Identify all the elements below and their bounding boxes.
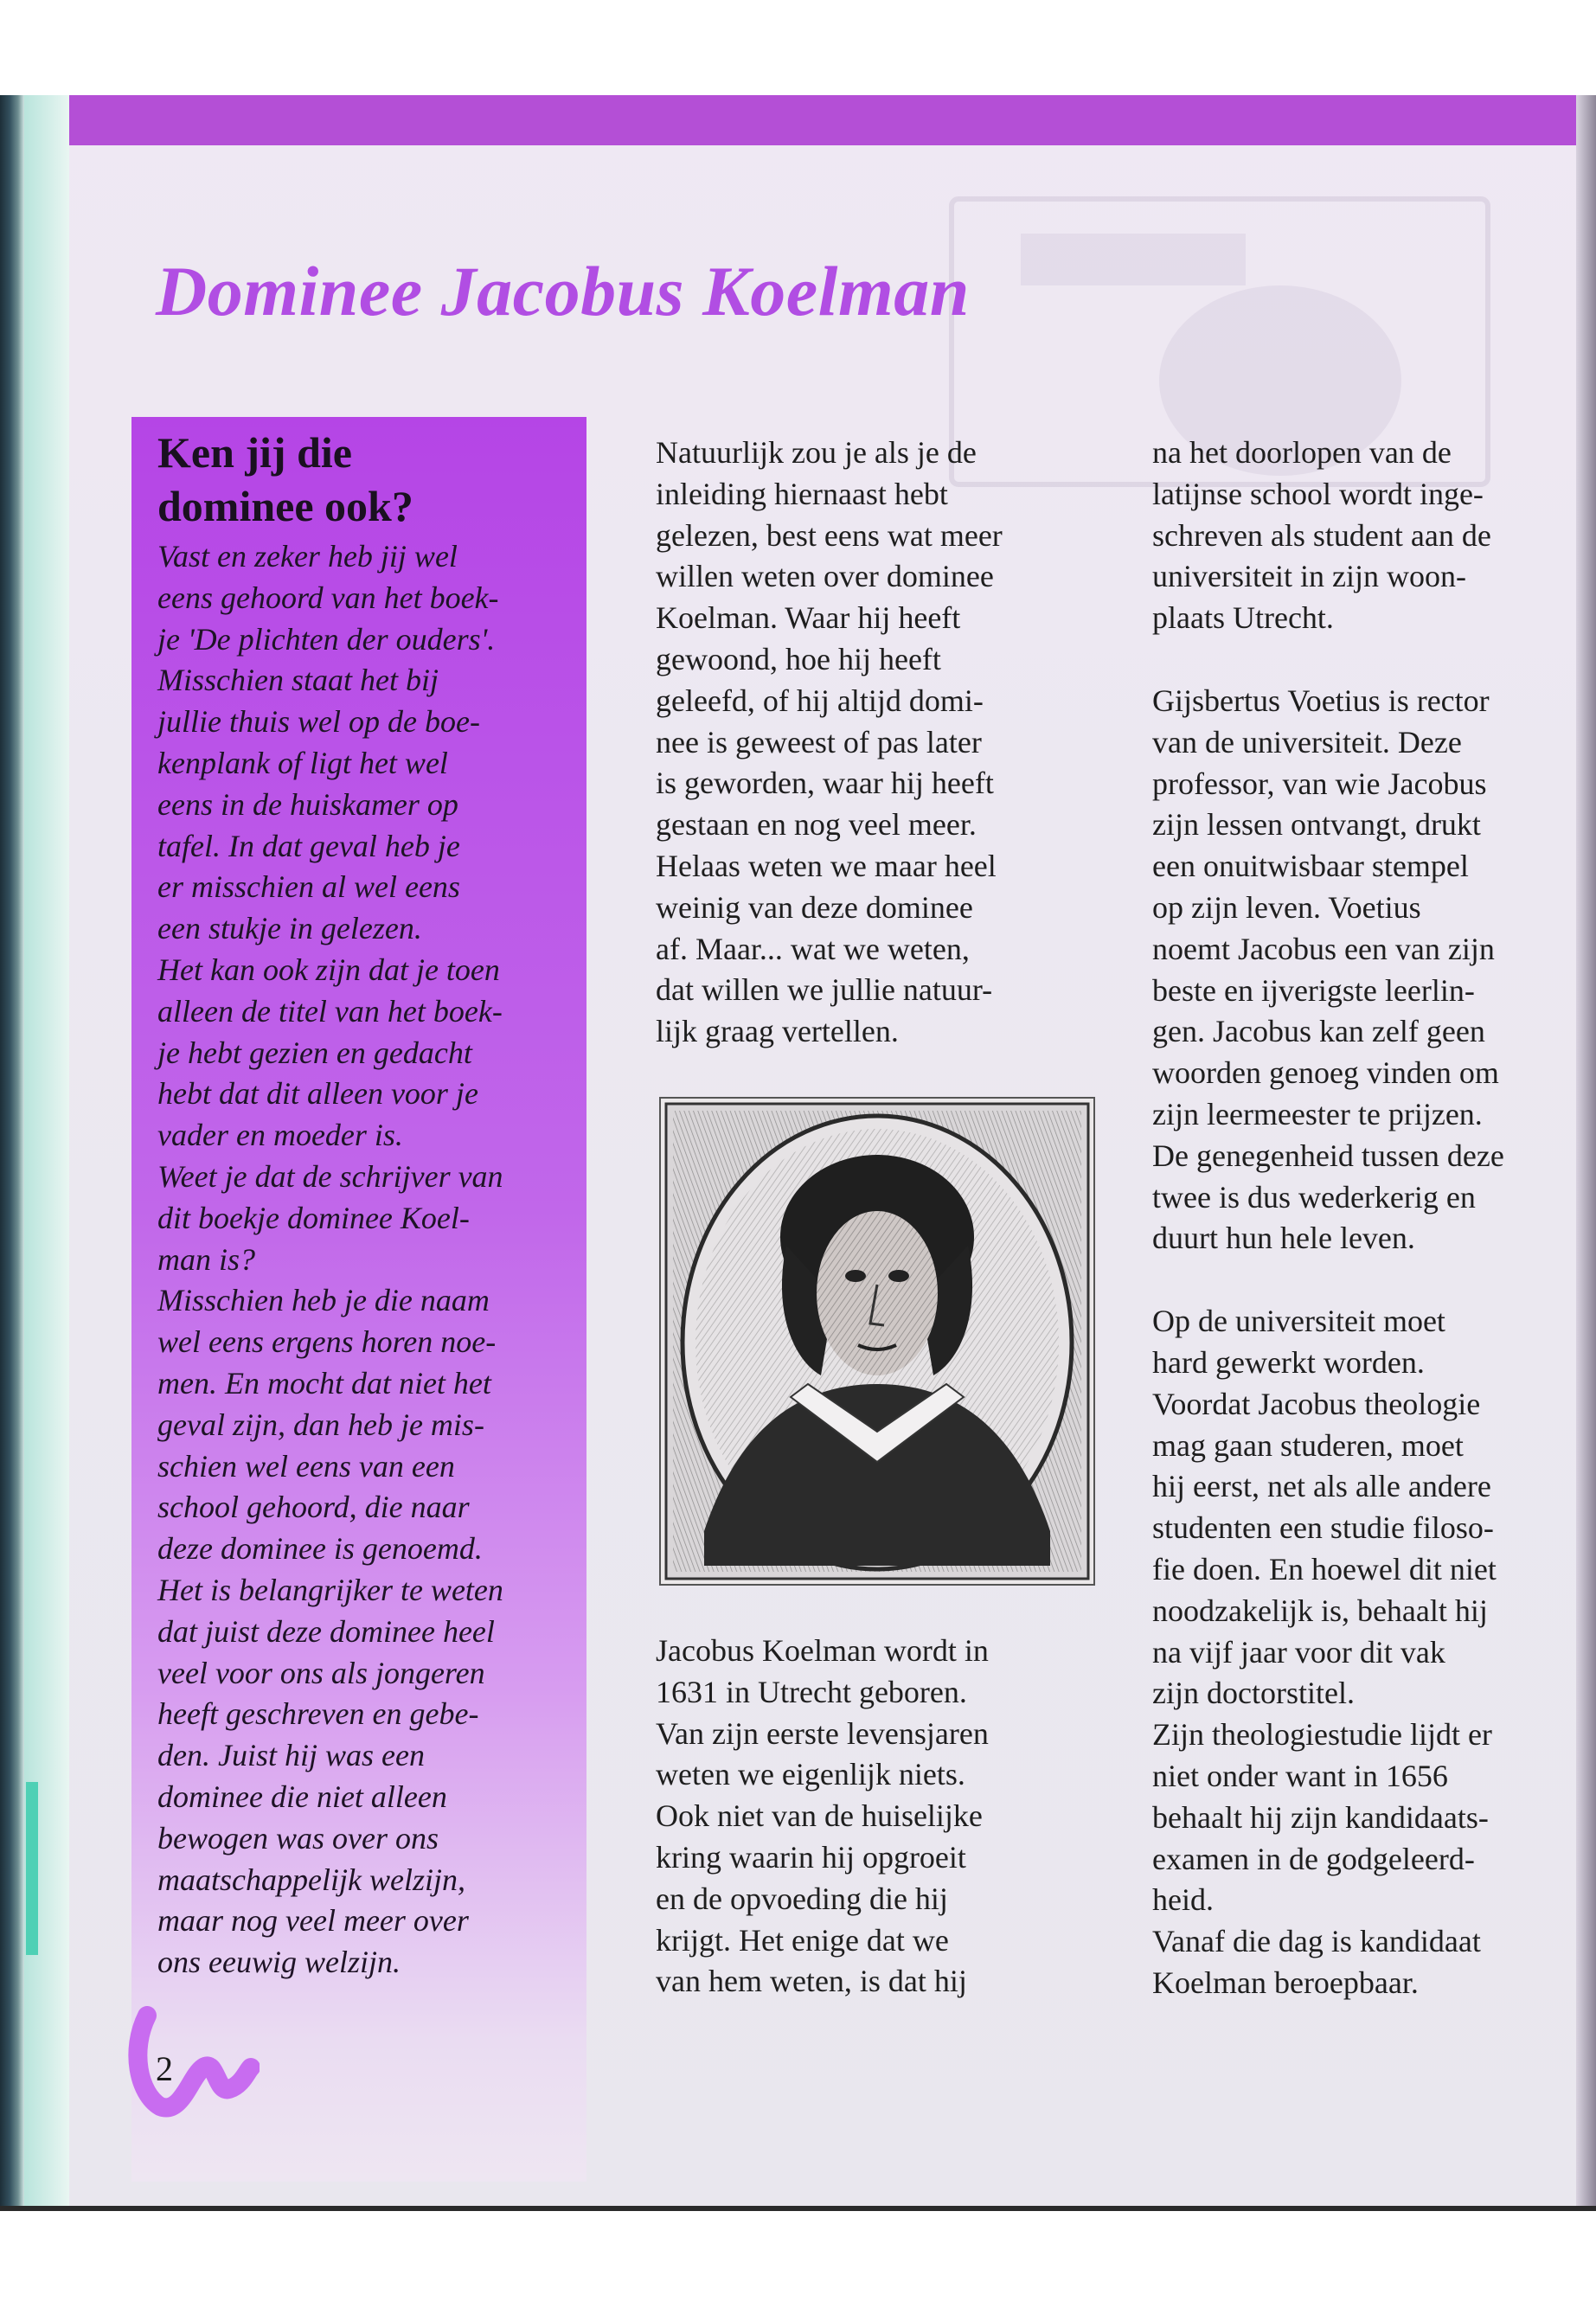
scan-bottom-edge [0,2206,1596,2211]
column-2-continued [656,1631,1106,2003]
portrait-engraving [659,1097,1095,1586]
squiggle-logo-icon [121,1998,260,2128]
university-paragraph: Op de universiteit moet hard gewerkt worden. Voordat Jacobus theologie mag gaan studeren, moet hij eerst, net als alle andere studenten een studie filoso- fie doen. En hoewel dit niet noodzakelijk is, behaalt hij na vijf jaar voor dit vak zijn doctorstitel. Zijn theologiestudie lijdt er niet onder want in 1656 behaalt hij zijn kandidaats- examen in de godgeleerd- heid. Vanaf die dag is kandidaat Koelman beroepbaar. [1152,1304,1497,2000]
sidebar-text: Vast en zeker heb jij wel eens gehoord van het boek- je 'De plichten der ouders'. Misschien staat het bij jullie thuis wel op de boe- kenplank of ligt het wel eens in de huiskamer op tafel. In dat geval heb je er misschien al wel eens een stukje in gelezen. Het kan ook zijn dat je toen alleen de titel van het boek- je hebt gezien en gedacht hebt dat dit alleen voor je vader en moeder is. Weet je dat de schrijver van dit boekje dominee Koel- man is? Misschien heb je die naam wel eens ergens horen noe- men. En mocht dat niet het geval zijn, dan heb je mis- schien wel eens van een school gehoord, die naar deze dominee is genoemd. Het is belangrijker te weten dat juist deze dominee heel veel voor ons als jongeren heeft geschreven en gebe- den. Juist hij was een dominee die niet alleen bewogen was over ons maatschappelijk welzijn, maar nog veel meer over ons eeuwig welzijn. [157,539,503,1980]
scan-edge-left [0,95,24,2206]
column-2-intro [656,433,1106,1053]
top-color-band [69,95,1596,145]
spine-accent [26,1782,38,1955]
page-number: 2 [156,2049,173,2088]
intro-paragraph: Natuurlijk zou je als je de inleiding hiernaast hebt gelezen, best eens wat meer willen weten over dominee Koelman. Waar hij heeft gewoond, hoe hij heeft geleefd, of hij altijd domi- nee is geweest of pas later is geworden, waar hij heeft gestaan en nog veel meer. Helaas weten we maar heel weinig van deze dominee af. Maar... wat we weten, dat willen we jullie natuur- lijk graag vertellen. [656,435,1003,1049]
school-paragraph: na het doorlopen van de latijnse school wordt inge- schreven als student aan de universiteit in zijn woon- plaats Utrecht. [1152,435,1491,636]
birth-paragraph: Jacobus Koelman wordt in 1631 in Utrecht geboren. Van zijn eerste levensjaren weten we eigenlijk niets. Ook niet van de huiselijke kring waarin hij opgroeit en de opvoeding die hij krijgt. Het enige dat we van hem weten, is dat hij [656,1633,989,1999]
portrait-image [661,1099,1093,1584]
column-3 [1152,433,1567,2004]
sidebar-heading: Ken jij die dominee ook? [157,428,413,530]
sidebar-box [131,417,586,2182]
page-right-edge [1576,95,1596,2206]
voetius-paragraph: Gijsbertus Voetius is rector van de universiteit. Deze professor, van wie Jacobus zijn lessen ontvangt, drukt een onuitwisbaar stempel op zijn leven. Voetius noemt Jacobus een van zijn beste en ijverigste leerlin- gen. Jacobus kan zelf geen woorden genoeg vinden om zijn leermeester te prijzen. De genegenheid tussen deze twee is dus wederkerig en duurt hun hele leven. [1152,683,1504,1256]
page-title: Dominee Jacobus Koelman [156,252,970,330]
